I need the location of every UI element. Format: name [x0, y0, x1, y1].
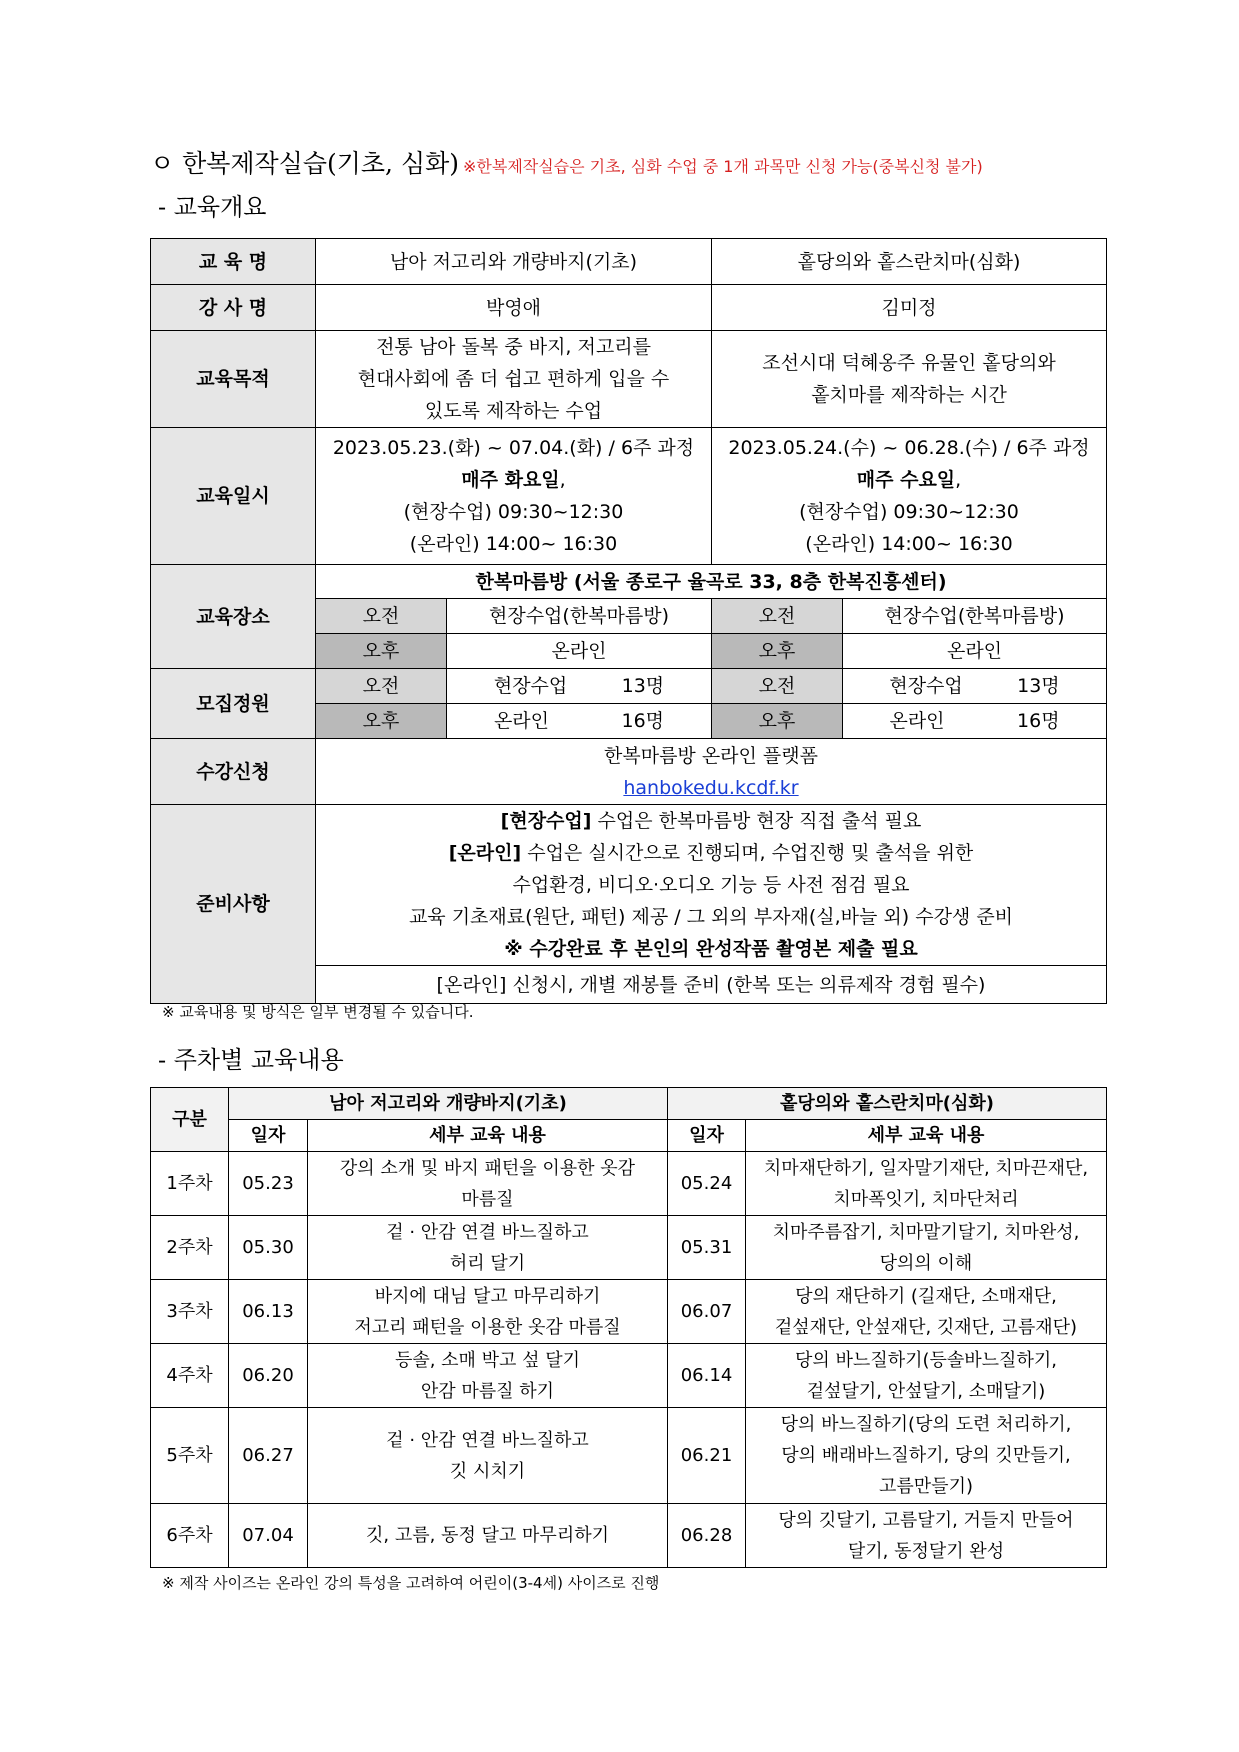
basic-online-time: (온라인) 14:00~ 16:30	[409, 533, 618, 555]
weekly-body	[151, 1152, 1107, 1568]
basic-date: 07.04	[229, 1504, 308, 1568]
basic-date: 06.13	[229, 1280, 308, 1344]
place-advanced-pm-label: 오후	[712, 634, 843, 669]
basic-detail	[308, 1344, 668, 1408]
capacity-basic-am-value	[447, 669, 712, 704]
prep-line-1	[320, 805, 1102, 837]
label-instructor: 강 사 명	[151, 285, 316, 331]
weekly-header-basic-detail: 세부 교육 내용	[308, 1120, 668, 1152]
advanced-detail-line: 치마재단하기, 일자말기재단, 치마끈재단,	[763, 1157, 1089, 1179]
week-label: 6주차	[151, 1504, 229, 1568]
advanced-date: 06.28	[668, 1504, 746, 1568]
capacity-advanced-pm-value	[843, 704, 1107, 739]
basic-day-suffix: ,	[559, 469, 566, 491]
place-basic-pm-label: 오후	[316, 634, 447, 669]
overview-table	[150, 238, 1107, 1004]
week-label: 1주차	[151, 1152, 229, 1216]
basic-schedule	[316, 428, 712, 565]
advanced-online-time: (온라인) 14:00~ 16:30	[805, 533, 1013, 555]
capacity-count: 16명	[1017, 710, 1060, 732]
advanced-detail	[746, 1408, 1107, 1504]
label-capacity: 모집정원	[151, 669, 316, 739]
basic-detail	[308, 1504, 668, 1568]
place-advanced-pm-value: 온라인	[843, 634, 1107, 669]
basic-detail-line: 등솔, 소매 박고 섶 달기	[394, 1349, 581, 1371]
advanced-date: 05.24	[668, 1152, 746, 1216]
capacity-type: 현장수업	[889, 675, 963, 697]
prep-online-tag: [온라인]	[448, 842, 522, 864]
label-purpose: 교육목적	[151, 331, 316, 428]
advanced-detail	[746, 1280, 1107, 1344]
label-prep: 준비사항	[151, 805, 316, 1004]
place-advanced-am-label: 오전	[712, 599, 843, 634]
advanced-day	[716, 464, 1102, 496]
basic-date: 06.20	[229, 1344, 308, 1408]
apply-cell	[316, 739, 1107, 805]
basic-detail	[308, 1216, 668, 1280]
week-label: 3주차	[151, 1280, 229, 1344]
advanced-detail-line: 당의 재단하기 (길재단, 소매재단,	[795, 1285, 1057, 1307]
advanced-detail-line: 당의 바느질하기(등솔바느질하기,	[795, 1349, 1057, 1371]
advanced-date: 06.14	[668, 1344, 746, 1408]
basic-detail-line: 깃, 고름, 동정 달고 마무리하기	[366, 1525, 609, 1546]
advanced-course-name: 홑당의와 홑스란치마(심화)	[712, 239, 1107, 285]
apply-link[interactable]: hanbokedu.kcdf.kr	[623, 776, 799, 799]
advanced-date: 06.21	[668, 1408, 746, 1504]
basic-purpose-line: 있도록 제작하는 수업	[424, 400, 603, 422]
capacity-count: 13명	[621, 675, 665, 697]
advanced-onsite-time: (현장수업) 09:30~12:30	[799, 501, 1019, 523]
heading-title: ㅇ 한복제작실습(기초, 심화)	[150, 149, 459, 178]
basic-onsite-time: (현장수업) 09:30~12:30	[403, 501, 624, 523]
basic-detail-line: 저고리 패턴을 이용한 옷감 마름질	[354, 1316, 621, 1338]
capacity-count: 16명	[621, 710, 665, 732]
advanced-detail	[746, 1344, 1107, 1408]
week-label: 4주차	[151, 1344, 229, 1408]
basic-detail-line: 강의 소개 및 바지 패턴을 이용한 옷감	[339, 1157, 636, 1179]
basic-detail-line: 바지에 대님 달고 마무리하기	[374, 1285, 601, 1307]
weekly-header-group: 구분	[151, 1088, 229, 1152]
basic-detail-line: 겉 · 안감 연결 바느질하고	[386, 1221, 589, 1243]
basic-detail	[308, 1408, 668, 1504]
advanced-detail-line: 당의 깃달기, 고름달기, 거들지 만들어	[778, 1509, 1074, 1531]
advanced-day-suffix: ,	[955, 469, 962, 491]
basic-detail	[308, 1280, 668, 1344]
place-basic-am-label: 오전	[316, 599, 447, 634]
capacity-basic-pm-label: 오후	[316, 704, 447, 739]
week-label: 2주차	[151, 1216, 229, 1280]
prep-line-3: 수업환경, 비디오·오디오 기능 등 사전 점검 필요	[512, 874, 910, 896]
basic-purpose-line: 현대사회에 좀 더 쉽고 편하게 입을 수	[357, 368, 670, 390]
weekly-header-advanced-detail: 세부 교육 내용	[746, 1120, 1107, 1152]
weekly-table	[150, 1087, 1107, 1568]
table-row	[151, 1504, 1107, 1568]
advanced-purpose-line: 홑치마를 제작하는 시간	[811, 384, 1007, 406]
weekly-header-basic-date: 일자	[229, 1120, 308, 1152]
advanced-detail-line: 치마주름잡기, 치마말기달기, 치마완성,	[772, 1221, 1080, 1243]
weekly-header-basic: 남아 저고리와 개량바지(기초)	[229, 1088, 668, 1120]
capacity-type: 현장수업	[493, 675, 568, 697]
advanced-detail-line: 달기, 동정달기 완성	[847, 1540, 1005, 1562]
apply-platform: 한복마름방 온라인 플랫폼	[604, 744, 818, 767]
basic-detail-line: 마름질	[461, 1188, 514, 1210]
capacity-count: 13명	[1017, 675, 1060, 697]
capacity-advanced-am-value	[843, 669, 1107, 704]
basic-period: 2023.05.23.(화) ~ 07.04.(화) / 6주 과정	[332, 437, 695, 459]
advanced-detail-line: 당의 바느질하기(당의 도련 처리하기,	[780, 1414, 1072, 1435]
basic-course-name: 남아 저고리와 개량바지(기초)	[316, 239, 712, 285]
basic-purpose-line: 전통 남아 돌복 중 바지, 저고리를	[376, 336, 651, 358]
place-basic-pm-value: 온라인	[447, 634, 712, 669]
advanced-detail-line: 당의의 이해	[879, 1252, 973, 1274]
label-apply: 수강신청	[151, 739, 316, 805]
advanced-detail	[746, 1152, 1107, 1216]
label-schedule: 교육일시	[151, 428, 316, 565]
advanced-schedule	[712, 428, 1107, 565]
prep-line-5: ※ 수강완료 후 본인의 완성작품 촬영본 제출 필요	[504, 938, 918, 960]
week-label: 5주차	[151, 1408, 229, 1504]
capacity-type: 온라인	[493, 710, 550, 732]
table-row	[151, 1280, 1107, 1344]
advanced-period: 2023.05.24.(수) ~ 06.28.(수) / 6주 과정	[728, 437, 1090, 459]
place-advanced-am-value: 현장수업(한복마름방)	[843, 599, 1107, 634]
advanced-date: 06.07	[668, 1280, 746, 1344]
weekly-header-advanced: 홑당의와 홑스란치마(심화)	[668, 1088, 1107, 1120]
table-row	[151, 1344, 1107, 1408]
basic-detail	[308, 1152, 668, 1216]
weekly-footnote: ※ 제작 사이즈는 온라인 강의 특성을 고려하여 어린이(3-4세) 사이즈로 진행	[162, 1574, 660, 1592]
table-row	[151, 1216, 1107, 1280]
advanced-date: 05.31	[668, 1216, 746, 1280]
advanced-detail-line: 고름만들기)	[879, 1476, 973, 1497]
prep-line-2-text: 수업은 실시간으로 진행되며, 수업진행 및 출석을 위한	[521, 842, 974, 864]
weekly-title: - 주차별 교육내용	[158, 1046, 344, 1074]
table-row	[151, 1408, 1107, 1504]
label-course-name: 교 육 명	[151, 239, 316, 285]
basic-detail-line: 허리 달기	[449, 1252, 526, 1274]
advanced-instructor: 김미정	[712, 285, 1107, 331]
heading-note: ※한복제작실습은 기초, 심화 수업 중 1개 과목만 신청 가능(중복신청 불가)	[463, 157, 983, 176]
advanced-purpose-line: 조선시대 덕혜옹주 유물인 홑당의와	[762, 352, 1056, 374]
prep-cell	[316, 805, 1107, 966]
advanced-detail-line: 겉섶재단, 안섶재단, 깃재단, 고름재단)	[774, 1316, 1078, 1338]
basic-day	[320, 464, 707, 496]
prep-line-4: 교육 기초재료(원단, 패턴) 제공 / 그 외의 부자재(실,바늘 외) 수강생 준비	[408, 906, 1014, 928]
capacity-basic-pm-value	[447, 704, 712, 739]
advanced-detail	[746, 1504, 1107, 1568]
advanced-detail-line: 당의 배래바느질하기, 당의 깃만들기,	[781, 1445, 1071, 1466]
capacity-advanced-pm-label: 오후	[712, 704, 843, 739]
advanced-purpose	[712, 331, 1107, 428]
table-row	[151, 1152, 1107, 1216]
basic-purpose	[316, 331, 712, 428]
capacity-basic-am-label: 오전	[316, 669, 447, 704]
basic-instructor: 박영애	[316, 285, 712, 331]
advanced-detail-line: 겉섶달기, 안섶달기, 소매달기)	[806, 1380, 1046, 1402]
basic-detail-line: 겉 · 안감 연결 바느질하고	[386, 1429, 589, 1451]
advanced-detail-line: 치마폭잇기, 치마단처리	[833, 1188, 1019, 1210]
overview-title: - 교육개요	[158, 193, 267, 221]
basic-detail-line: 깃 시치기	[449, 1460, 526, 1482]
label-place: 교육장소	[151, 565, 316, 669]
capacity-advanced-am-label: 오전	[712, 669, 843, 704]
place-basic-am-value: 현장수업(한복마름방)	[447, 599, 712, 634]
basic-date: 06.27	[229, 1408, 308, 1504]
basic-date: 05.23	[229, 1152, 308, 1216]
weekly-header-advanced-date: 일자	[668, 1120, 746, 1152]
basic-date: 05.30	[229, 1216, 308, 1280]
advanced-detail	[746, 1216, 1107, 1280]
prep-line-1-text: 수업은 한복마름방 현장 직접 출석 필요	[591, 810, 922, 832]
prep-line-2	[320, 837, 1102, 869]
section-heading	[150, 144, 983, 180]
basic-day-bold: 매주 화요일	[461, 469, 560, 491]
prep-onsite-tag: [현장수업]	[500, 810, 592, 832]
place-header: 한복마름방 (서울 종로구 율곡로 33, 8층 한복진흥센터)	[316, 565, 1107, 599]
basic-detail-line: 안감 마름질 하기	[420, 1380, 555, 1402]
capacity-type: 온라인	[889, 710, 945, 732]
prep-online-note: [온라인] 신청시, 개별 재봉틀 준비 (한복 또는 의류제작 경험 필수)	[316, 966, 1107, 1004]
advanced-day-bold: 매주 수요일	[856, 469, 956, 491]
overview-footnote: ※ 교육내용 및 방식은 일부 변경될 수 있습니다.	[162, 1003, 474, 1021]
